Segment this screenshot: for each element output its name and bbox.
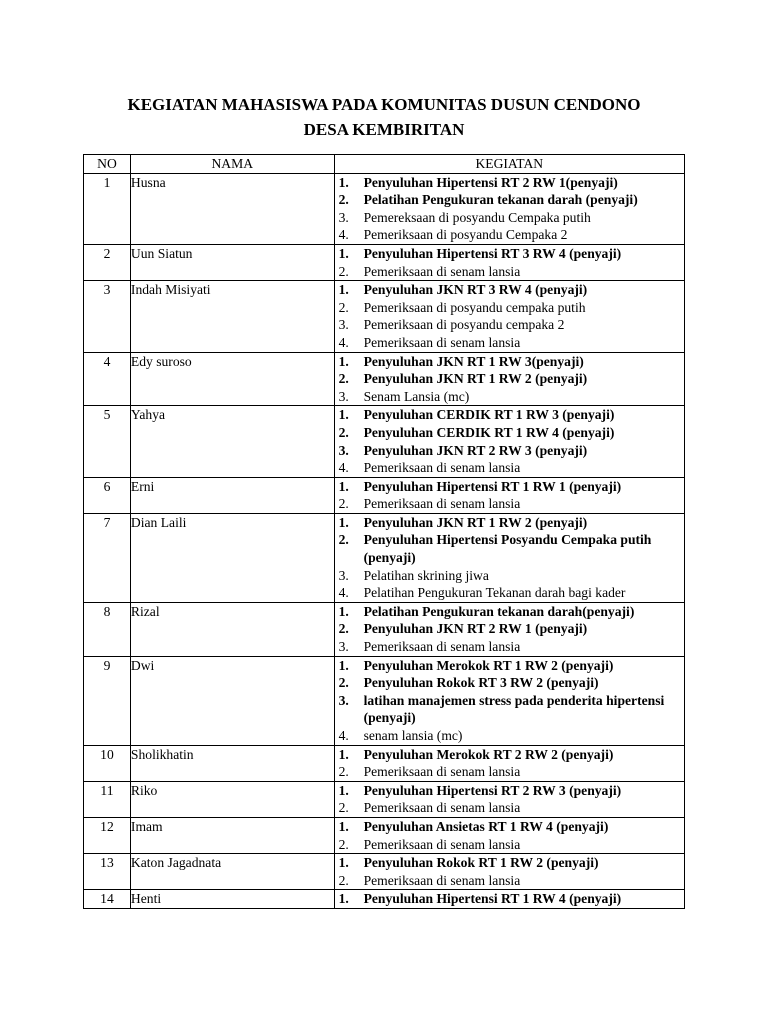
activity-number: 1. [338,245,349,261]
activity-list [335,281,684,351]
activity-number: 2. [338,192,349,208]
activity-text: Penyuluhan Ansietas RT 1 RW 4 (penyaji) [363,818,609,834]
activities-cell [334,781,684,817]
activities-cell [334,281,684,352]
row-number: 9 [84,656,131,745]
header-kegiatan: KEGIATAN [334,155,684,174]
activity-text: Pemeriksaan di senam lansia [363,836,521,852]
header-no: NO [84,155,131,174]
row-number: 2 [84,244,131,280]
activity-item [335,818,684,836]
activity-item [335,370,684,388]
activity-text: Penyuluhan JKN RT 1 RW 2 (penyaji) [363,371,588,387]
title-line-1: KEGIATAN MAHASISWA PADA KOMUNITAS DUSUN CENDONO [127,95,641,114]
activity-item [335,388,684,406]
activities-cell [334,602,684,656]
student-name: Dian Laili [130,513,334,602]
table-row [84,781,685,817]
activity-text: latihan manajemen stress pada penderita hipertensi (penyaji) [363,692,665,726]
table-row [84,281,685,352]
activity-item [335,782,684,800]
activity-list [335,353,684,406]
activity-text: Pemeriksaan di senam lansia [363,460,521,476]
activity-item [335,514,684,532]
student-name: Rizal [130,602,334,656]
table-header-row [84,155,685,174]
activities-cell [334,352,684,406]
activity-item [335,799,684,817]
activity-number: 2. [338,764,349,780]
row-number: 6 [84,477,131,513]
activity-item [335,872,684,890]
activity-number: 3. [338,209,349,225]
activity-item [335,281,684,299]
activity-list [335,406,684,476]
row-number: 8 [84,602,131,656]
activity-list [335,245,684,280]
activity-item [335,174,684,192]
activity-text: Penyuluhan Hipertensi RT 1 RW 4 (penyaji) [363,891,622,907]
activity-text: Pemeriksaan di posyandu Cempaka 2 [363,227,568,243]
activity-item [335,567,684,585]
activity-number: 2. [338,800,349,816]
activity-list [335,657,684,745]
activity-text: senam lansia (mc) [363,728,463,743]
header-nama: NAMA [130,155,334,174]
student-name: Edy suroso [130,352,334,406]
student-name: Uun Siatun [130,244,334,280]
activity-item [335,763,684,781]
table-row [84,477,685,513]
activity-number: 2. [338,371,349,387]
activity-list [335,782,684,817]
activity-text: Penyuluhan JKN RT 2 RW 3 (penyaji) [363,442,588,458]
activity-number: 2. [338,263,349,279]
table-row [84,745,685,781]
activity-item [335,603,684,621]
activity-text: Penyuluhan Hipertensi Posyandu Cempaka putih (penyaji) [363,532,652,566]
student-name: Riko [130,781,334,817]
activity-text: Penyuluhan Rokok RT 1 RW 2 (penyaji) [363,855,599,871]
activity-text: Pemeriksaan di senam lansia [363,872,521,888]
activity-text: Penyuluhan JKN RT 1 RW 3(penyaji) [363,353,584,369]
student-name: Husna [130,173,334,244]
activity-text: Pelatihan Pengukuran tekanan darah(penyaji) [363,603,635,619]
activity-item [335,746,684,764]
activity-number: 3. [338,567,349,583]
activity-number: 2. [338,299,349,315]
activities-cell [334,173,684,244]
table-row [84,406,685,477]
activity-text: Penyuluhan Hipertensi RT 2 RW 1(penyaji) [363,174,618,190]
activity-list [335,854,684,889]
activity-number: 3. [338,442,349,458]
row-number: 11 [84,781,131,817]
table-row [84,352,685,406]
activity-number: 1. [338,478,349,494]
activity-item [335,442,684,460]
activity-number: 1. [338,891,349,907]
row-number: 1 [84,173,131,244]
row-number: 3 [84,281,131,352]
table-row [84,244,685,280]
row-number: 5 [84,406,131,477]
activity-text: Penyuluhan CERDIK RT 1 RW 4 (penyaji) [363,424,615,440]
activity-text: Pemeriksaan di senam lansia [363,764,521,780]
row-number: 7 [84,513,131,602]
activity-item [335,353,684,371]
activity-number: 4. [338,334,349,350]
activity-number: 1. [338,353,349,369]
table-body [84,173,685,908]
activities-cell [334,244,684,280]
activity-text: Pemeriksaan di posyandu cempaka 2 [363,317,565,333]
activity-number: 1. [338,782,349,798]
activity-item [335,854,684,872]
activities-cell [334,406,684,477]
table-row [84,656,685,745]
activity-number: 1. [338,407,349,423]
activity-item [335,674,684,692]
activity-item [335,459,684,477]
student-name: Imam [130,817,334,853]
activity-list [335,603,684,656]
activity-number: 2. [338,836,349,852]
activity-number: 2. [338,621,349,637]
activity-item [335,299,684,317]
activity-number: 2. [338,424,349,440]
row-number: 12 [84,817,131,853]
activity-number: 4. [338,460,349,476]
activity-item [335,316,684,334]
title-line-2: DESA KEMBIRITAN [303,120,465,139]
activity-text: Pemeriksaan di posyandu cempaka putih [363,299,586,315]
table-row [84,513,685,602]
activity-list [335,514,684,602]
activity-text: Pelatihan Pengukuran Tekanan darah bagi kader [363,585,626,601]
activity-list [335,174,684,244]
activity-number: 2. [338,532,349,548]
activities-cell [334,890,684,909]
activity-number: 3. [338,388,349,404]
activity-text: Pemeriksaan di senam lansia [363,334,521,350]
activity-number: 1. [338,282,349,298]
activity-item [335,424,684,442]
activity-number: 2. [338,496,349,512]
activity-item [335,727,684,745]
activity-text: Penyuluhan JKN RT 1 RW 2 (penyaji) [363,514,588,530]
activity-list [335,746,684,781]
activity-number: 1. [338,657,349,673]
activity-text: Penyuluhan Merokok RT 1 RW 2 (penyaji) [363,657,614,673]
table-row [84,854,685,890]
page-title [0,92,768,142]
activities-table [83,154,685,909]
activity-text: Penyuluhan JKN RT 3 RW 4 (penyaji) [363,282,588,298]
activity-item [335,692,684,727]
table-row [84,173,685,244]
activity-number: 1. [338,818,349,834]
activity-item [335,620,684,638]
activity-item [335,638,684,656]
activity-item [335,406,684,424]
activity-text: Penyuluhan CERDIK RT 1 RW 3 (penyaji) [363,407,615,423]
activity-text: Penyuluhan Merokok RT 2 RW 2 (penyaji) [363,746,614,762]
activity-text: Pelatihan skrining jiwa [363,567,489,583]
activity-text: Pemeriksaan di senam lansia [363,496,521,512]
activity-text: Penyuluhan JKN RT 2 RW 1 (penyaji) [363,621,588,637]
activity-item [335,657,684,675]
table-row [84,602,685,656]
student-name: Indah Misiyati [130,281,334,352]
activity-item [335,245,684,263]
activities-cell [334,477,684,513]
student-name: Sholikhatin [130,745,334,781]
activity-list [335,818,684,853]
row-number: 13 [84,854,131,890]
activity-number: 1. [338,603,349,619]
table-row [84,817,685,853]
activities-cell [334,854,684,890]
activity-number: 2. [338,872,349,888]
table-row [84,890,685,909]
activity-item [335,836,684,854]
activity-text: Penyuluhan Hipertensi RT 1 RW 1 (penyaji) [363,478,622,494]
activity-item [335,191,684,209]
student-name: Henti [130,890,334,909]
activity-number: 3. [338,692,349,708]
activity-number: 3. [338,317,349,333]
activity-number: 1. [338,855,349,871]
activity-item [335,226,684,244]
activity-item [335,263,684,281]
activity-item [335,890,684,908]
activity-item [335,584,684,602]
activity-list [335,890,684,908]
activity-item [335,209,684,227]
activity-text: Penyuluhan Rokok RT 3 RW 2 (penyaji) [363,675,599,691]
activity-number: 4. [338,585,349,601]
activity-number: 4. [338,728,349,743]
activities-cell [334,745,684,781]
activity-item [335,531,684,566]
activity-number: 4. [338,227,349,243]
activity-text: Pemeriksaan di senam lansia [363,639,521,655]
activity-item [335,495,684,513]
activity-number: 1. [338,746,349,762]
activity-text: Senam Lansia (mc) [363,388,470,404]
student-name: Erni [130,477,334,513]
activity-list [335,478,684,513]
activities-cell [334,656,684,745]
activity-item [335,334,684,352]
activity-text: Pemeriksaan di senam lansia [363,263,521,279]
activities-cell [334,513,684,602]
activity-number: 3. [338,639,349,655]
student-name: Dwi [130,656,334,745]
activity-number: 2. [338,675,349,691]
activities-cell [334,817,684,853]
activity-number: 1. [338,174,349,190]
activity-text: Pelatihan Pengukuran tekanan darah (penyaji) [363,192,638,208]
activity-text: Pemereksaan di posyandu Cempaka putih [363,209,591,225]
row-number: 14 [84,890,131,909]
student-name: Yahya [130,406,334,477]
activity-number: 1. [338,514,349,530]
row-number: 4 [84,352,131,406]
activity-text: Penyuluhan Hipertensi RT 3 RW 4 (penyaji) [363,245,622,261]
student-name: Katon Jagadnata [130,854,334,890]
activity-item [335,478,684,496]
activity-text: Pemeriksaan di senam lansia [363,800,521,816]
activity-text: Penyuluhan Hipertensi RT 2 RW 3 (penyaji) [363,782,622,798]
row-number: 10 [84,745,131,781]
